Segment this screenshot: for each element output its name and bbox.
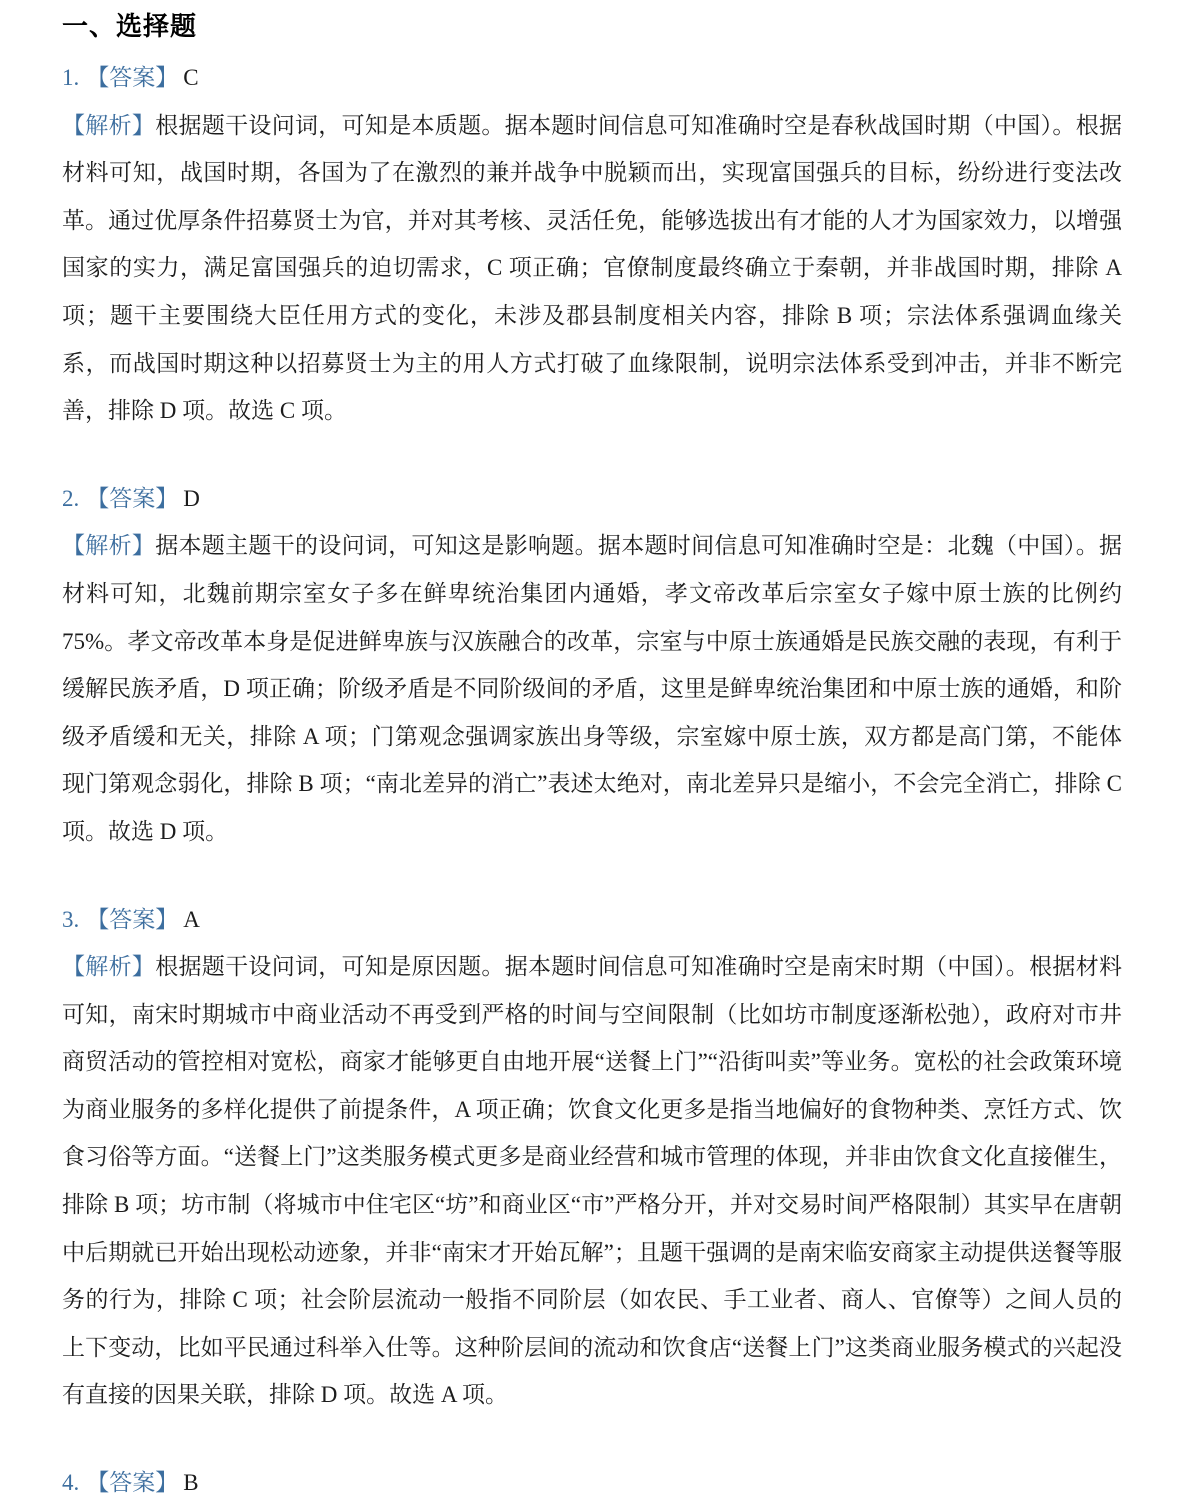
answer-item-4	[62, 1459, 1122, 1507]
answer-label: 【答案】	[86, 906, 179, 932]
item-number: 2.	[62, 485, 80, 511]
analysis-text: 据本题主题干的设问词，可知这是影响题。据本题时间信息可知准确时空是：北魏（中国）。据材料可知，北魏前期宗室女子多在鲜卑统治集团内通婚，孝文帝改革后宗室女子嫁中原士族的比例约 75%。孝文帝改革本身是促进鲜卑族与汉族融合的改革，宗室与中原士族通婚是民族交融的表现，有利于缓解民族矛盾，D 项正确；阶级矛盾是不同阶级间的矛盾，这里是鲜卑统治集团和中原士族的通婚，和阶级矛盾缓和无关，排除 A 项；门第观念强调家族出身等级，宗室嫁中原士族，双方都是高门第，不能体现门第观念弱化，排除 B 项；“南北差异的消亡”表述太绝对，南北差异只是缩小，不会完全消亡，排除 C 项。故选 D 项。	[62, 533, 1123, 844]
analysis-paragraph-3	[62, 943, 1122, 1419]
analysis-label: 【解析】	[62, 112, 156, 138]
answer-value: D	[183, 485, 200, 511]
analysis-text: 根据题干设问词，可知是原因题。据本题时间信息可知准确时空是南宋时期（中国）。根据材料可知，南宋时期城市中商业活动不再受到严格的时间与空间限制（比如坊市制度逐渐松弛），政府对市井商贸活动的管控相对宽松，商家才能够更自由地开展“送餐上门”“沿街叫卖”等业务。宽松的社会政策环境为商业服务的多样化提供了前提条件，A 项正确；饮食文化更多是指当地偏好的食物种类、烹饪方式、饮食习俗等方面。“送餐上门”这类服务模式更多是商业经营和城市管理的体现，并非由饮食文化直接催生，排除 B 项；坊市制（将城市中住宅区“坊”和商业区“市”严格分开，并对交易时间严格限制）其实早在唐朝中后期就已开始出现松动迹象，并非“南宋才开始瓦解”；且题干强调的是南宋临安商家主动提供送餐等服务的行为，排除 C 项；社会阶层流动一般指不同阶层（如农民、手工业者、商人、官僚等）之间人员的上下变动，比如平民通过科举入仕等。这种阶层间的流动和饮食店“送餐上门”这类商业服务模式的兴起没有直接的因果关联，排除 D 项。故选 A 项。	[62, 954, 1123, 1408]
answer-value: A	[183, 906, 200, 932]
item-number: 1.	[62, 65, 80, 90]
answer-line-4	[62, 1459, 1122, 1507]
item-number: 4.	[62, 1470, 80, 1496]
analysis-paragraph-2	[62, 522, 1122, 855]
answer-label: 【答案】	[86, 65, 179, 90]
answer-line-2	[62, 475, 1122, 523]
analysis-label: 【解析】	[62, 533, 156, 559]
answer-label: 【答案】	[86, 1470, 179, 1496]
answer-item-2	[62, 475, 1122, 856]
analysis-text: 根据题干设问词，可知是本质题。据本题时间信息可知准确时空是春秋战国时期（中国）。根据材料可知，战国时期，各国为了在激烈的兼并战争中脱颖而出，实现富国强兵的目标，纷纷进行变法改革。通过优厚条件招募贤士为官，并对其考核、灵活任免，能够选拔出有才能的人才为国家效力，以增强国家的实力，满足富国强兵的迫切需求，C 项正确；官僚制度最终确立于秦朝，并非战国时期，排除 A 项；题干主要围绕大臣任用方式的变化，未涉及郡县制度相关内容，排除 B 项；宗法体系强调血缘关系，而战国时期这种以招募贤士为主的用人方式打破了血缘限制，说明宗法体系受到冲击，并非不断完善，排除 D 项。故选 C 项。	[62, 112, 1123, 424]
item-number: 3.	[62, 906, 80, 932]
answer-value: B	[183, 1470, 199, 1496]
answer-line-3	[62, 896, 1122, 944]
answer-label: 【答案】	[86, 485, 179, 511]
answer-item-1	[62, 54, 1122, 435]
analysis-label: 【解析】	[62, 954, 156, 980]
analysis-paragraph-1	[62, 102, 1122, 435]
section-heading: 一、选择题	[62, 12, 198, 41]
answer-item-3	[62, 896, 1122, 1420]
answer-value: C	[183, 65, 199, 90]
answer-line-1	[62, 54, 1122, 102]
